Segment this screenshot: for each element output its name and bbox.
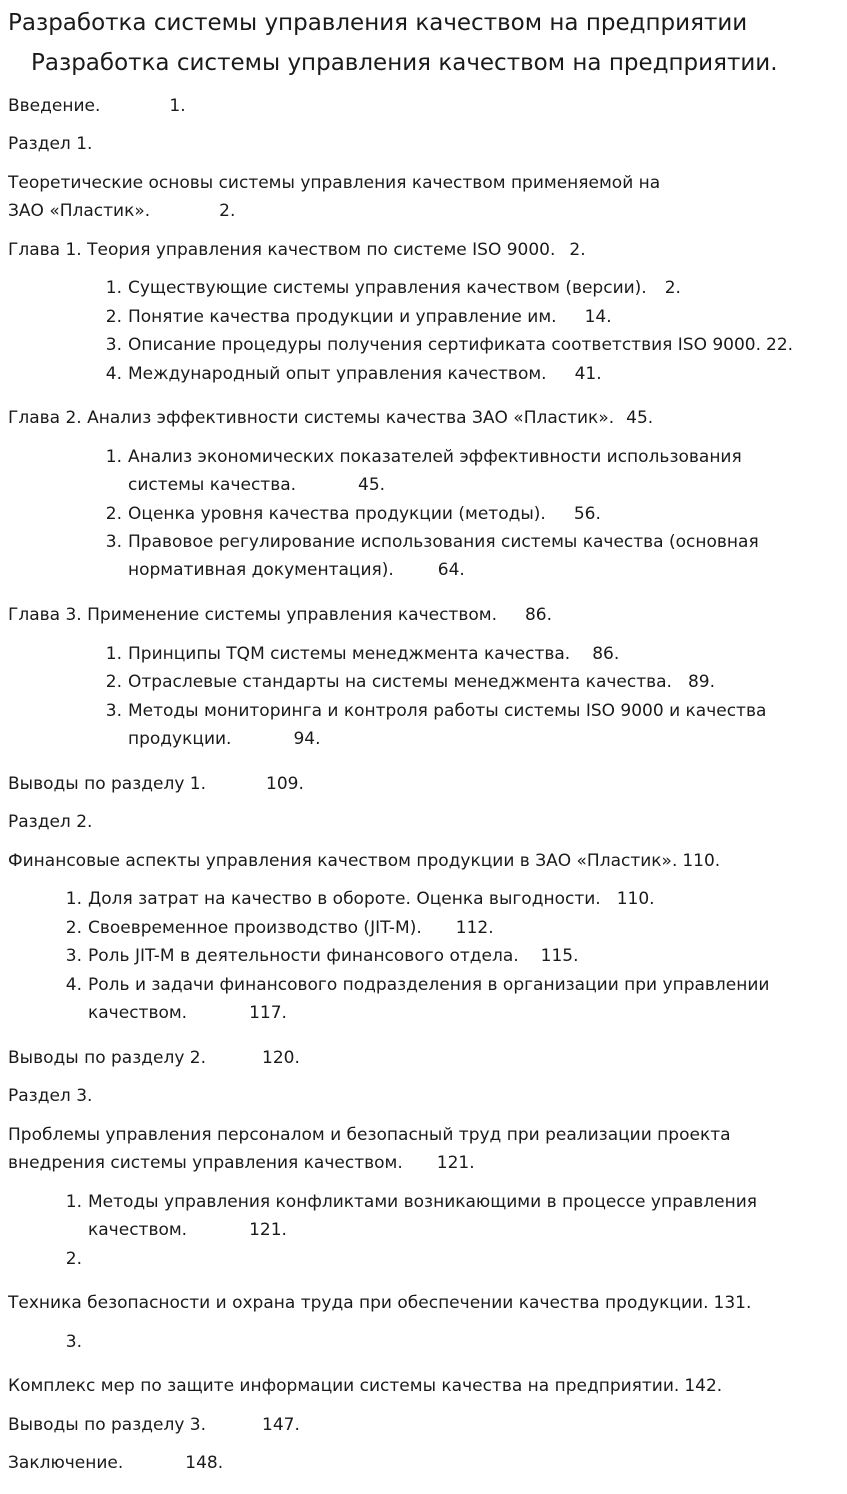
chapter3-item: 2. Отраслевые стандарты на системы менеджмента качества. 89.	[105, 672, 716, 692]
chapter1-item: 1. Существующие системы управления качеством (версии). 2.	[105, 278, 681, 298]
section3-label: Раздел 3.	[8, 1086, 93, 1106]
section2-item: 3. Роль JIT-M в деятельности финансового отдела. 115.	[65, 946, 579, 966]
chapter3-item: 1. Принципы TQM системы менеджмента качества. 86.	[105, 644, 620, 664]
chapter1-heading: Глава 1. Теория управления качеством по системе ISO 9000. 2.	[8, 240, 586, 260]
chapter2-page: 45.	[626, 408, 654, 428]
toc-intro	[8, 92, 186, 120]
document-subtitle: Разработка системы управления качеством на предприятии.	[31, 50, 778, 76]
chapter2-item: 1. Анализ экономических показателей эффективности использования системы качества. 45.	[105, 447, 742, 495]
section2-topic: Финансовые аспекты управления качеством продукции в ЗАО «Пластик». 110.	[8, 851, 721, 871]
document-title: Разработка системы управления качеством на предприятии	[8, 10, 748, 36]
section2-item: 4. Роль и задачи финансового подразделения в организации при управлении качеством. 117.	[65, 975, 770, 1023]
section1-label: Раздел 1.	[8, 134, 93, 154]
chapter1-item: 2. Понятие качества продукции и управление им. 14.	[105, 307, 612, 327]
chapter1-page: 2.	[569, 240, 586, 260]
section2-label: Раздел 2.	[8, 812, 93, 832]
section3-item2-text: Техника безопасности и охрана труда при обеспечении качества продукции. 131.	[8, 1293, 752, 1313]
chapter2-item: 3. Правовое регулирование использования системы качества (основная нормативная документация). 64.	[105, 532, 759, 580]
chapter1-item: 3. Описание процедуры получения сертификата соответствия ISO 9000. 22.	[105, 335, 794, 355]
toc-intro-label: Введение.	[8, 96, 101, 116]
section3-topic-line2: внедрения системы управления качеством. 121.	[8, 1153, 475, 1173]
section1-conclusion: Выводы по разделу 1. 109.	[8, 774, 304, 794]
section3-item: 3.	[65, 1332, 82, 1352]
section3-item3-text: Комплекс мер по защите информации системы качества на предприятии. 142.	[8, 1376, 723, 1396]
section1-topic-line1: Теоретические основы системы управления качеством применяемой на	[8, 173, 661, 193]
section2-item: 1. Доля затрат на качество в обороте. Оценка выгодности. 110.	[65, 889, 655, 909]
section1-topic-page: 2.	[219, 201, 236, 221]
section2-conclusion: Выводы по разделу 2. 120.	[8, 1048, 300, 1068]
chapter3-page: 86.	[524, 605, 553, 625]
chapter3-heading: Глава 3. Применение системы управления качеством. 86.	[8, 605, 553, 625]
chapter3-item: 3. Методы мониторинга и контроля работы системы ISO 9000 и качества продукции. 94.	[105, 701, 767, 749]
section3-topic-line1: Проблемы управления персоналом и безопасный труд при реализации проекта	[8, 1125, 731, 1145]
chapter2-heading: Глава 2. Анализ эффективности системы качества ЗАО «Пластик». 45.	[8, 408, 654, 428]
section1-topic-line2: ЗАО «Пластик». 2.	[8, 201, 236, 221]
toc-intro-page: 1.	[169, 96, 186, 116]
section3-item: 1. Методы управления конфликтами возникающими в процессе управления качеством. 121.	[65, 1192, 758, 1240]
chapter2-item: 2. Оценка уровня качества продукции (методы). 56.	[105, 504, 601, 524]
section2-item: 2. Своевременное производство (JIT-M). 112.	[65, 918, 494, 938]
toc-final: Заключение. 148.	[8, 1453, 224, 1473]
section3-conclusion: Выводы по разделу 3. 147.	[8, 1415, 300, 1435]
section3-item: 2.	[65, 1249, 82, 1269]
chapter1-item: 4. Международный опыт управления качеством. 41.	[105, 364, 602, 384]
